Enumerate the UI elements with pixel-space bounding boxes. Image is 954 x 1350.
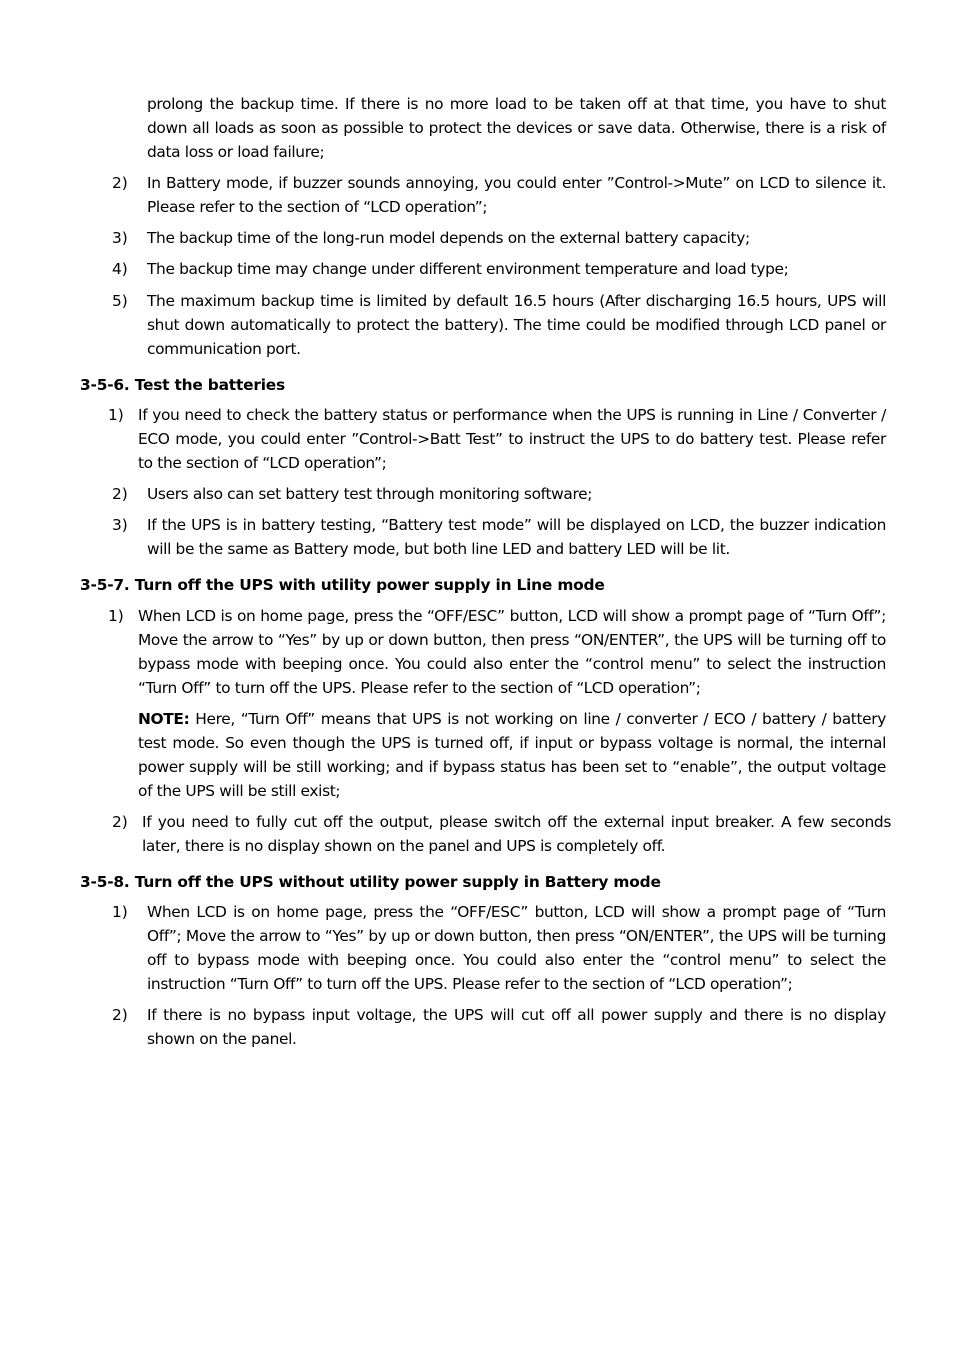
list-item-text: When LCD is on home page, press the “OFF/ESC” button, LCD will show a prompt page of “Turn Off”; Move the arrow to “Yes” by up or down button, then press “ON/ENTER”, the UPS will be turning off to bypass mode with beeping once. You could also enter the “control menu” to select the instruction “Turn Off” to turn off the UPS. Please refer to the section of “LCD operation”; xyxy=(147,903,886,993)
intro-continuation-paragraph: prolong the backup time. If there is no more load to be taken off at that time, you have to shut down all loads as soon as possible to protect the devices or save data. Otherwise, there is a risk of data loss or load failure; xyxy=(147,95,886,161)
list-item-text: If you need to check the battery status or performance when the UPS is running in Line / Converter / ECO mode, you could enter ”Control->Batt Test” to instruct the UPS to do battery test. Please refer to the section of “LCD operation”; xyxy=(138,406,886,472)
list-item-text: The maximum backup time is limited by default 16.5 hours (After discharging 16.5 hours, UPS will shut down automatically to protect the battery). The time could be modified through LCD panel or communication port. xyxy=(147,292,886,358)
list-item-text: If there is no bypass input voltage, the UPS will cut off all power supply and there is no display shown on the panel. xyxy=(147,1006,886,1048)
list-item-text: When LCD is on home page, press the “OFF/ESC” button, LCD will show a prompt page of “Turn Off”; Move the arrow to “Yes” by up or down button, then press “ON/ENTER”, the UPS will be turning off to bypass mode with beeping once. You could also enter the “control menu” to select the instruction “Turn Off” to turn off the UPS. Please refer to the section of “LCD operation”; xyxy=(138,607,886,697)
list-item-text: In Battery mode, if buzzer sounds annoying, you could enter ”Control->Mute” on LCD to silence it. Please refer to the section of “LCD operation”; xyxy=(147,174,886,216)
list-item-number: 2) xyxy=(112,1006,128,1024)
list-item-number: 1) xyxy=(108,607,124,625)
list-item-number: 2) xyxy=(112,174,128,192)
list-item-number: 3) xyxy=(112,229,128,247)
list-item-number: 2) xyxy=(112,813,128,831)
list-item-text: If you need to fully cut off the output, please switch off the external input breaker. A few seconds later, there is no display shown on the panel and UPS is completely off. xyxy=(142,813,891,855)
list-item-number: 5) xyxy=(112,292,128,310)
note-text: Here, “Turn Off” means that UPS is not working on line / converter / ECO / battery / battery test mode. So even though the UPS is turned off, if input or bypass voltage is normal, the internal power supply will be still working; and if bypass status has been set to “enable”, the output voltage of the UPS will be still exist; xyxy=(138,710,886,800)
list-item-number: 4) xyxy=(112,260,128,278)
list-item-number: 1) xyxy=(112,903,128,921)
list-item-number: 3) xyxy=(112,516,128,534)
note-paragraph xyxy=(138,707,886,803)
list-item-number: 1) xyxy=(108,406,124,424)
list-item-text: The backup time of the long-run model depends on the external battery capacity; xyxy=(147,229,750,247)
list-item-text: The backup time may change under different environment temperature and load type; xyxy=(147,260,789,278)
list-item-text: If the UPS is in battery testing, “Battery test mode” will be displayed on LCD, the buzzer indication will be the same as Battery mode, but both line LED and battery LED will be lit. xyxy=(147,516,886,558)
section-heading-3-5-7: 3-5-7. Turn off the UPS with utility power supply in Line mode xyxy=(80,576,605,594)
list-item-text: Users also can set battery test through monitoring software; xyxy=(147,485,593,503)
list-item-number: 2) xyxy=(112,485,128,503)
note-label: NOTE: xyxy=(138,710,190,728)
section-heading-3-5-6: 3-5-6. Test the batteries xyxy=(80,376,286,394)
section-heading-3-5-8: 3-5-8. Turn off the UPS without utility power supply in Battery mode xyxy=(80,873,661,891)
